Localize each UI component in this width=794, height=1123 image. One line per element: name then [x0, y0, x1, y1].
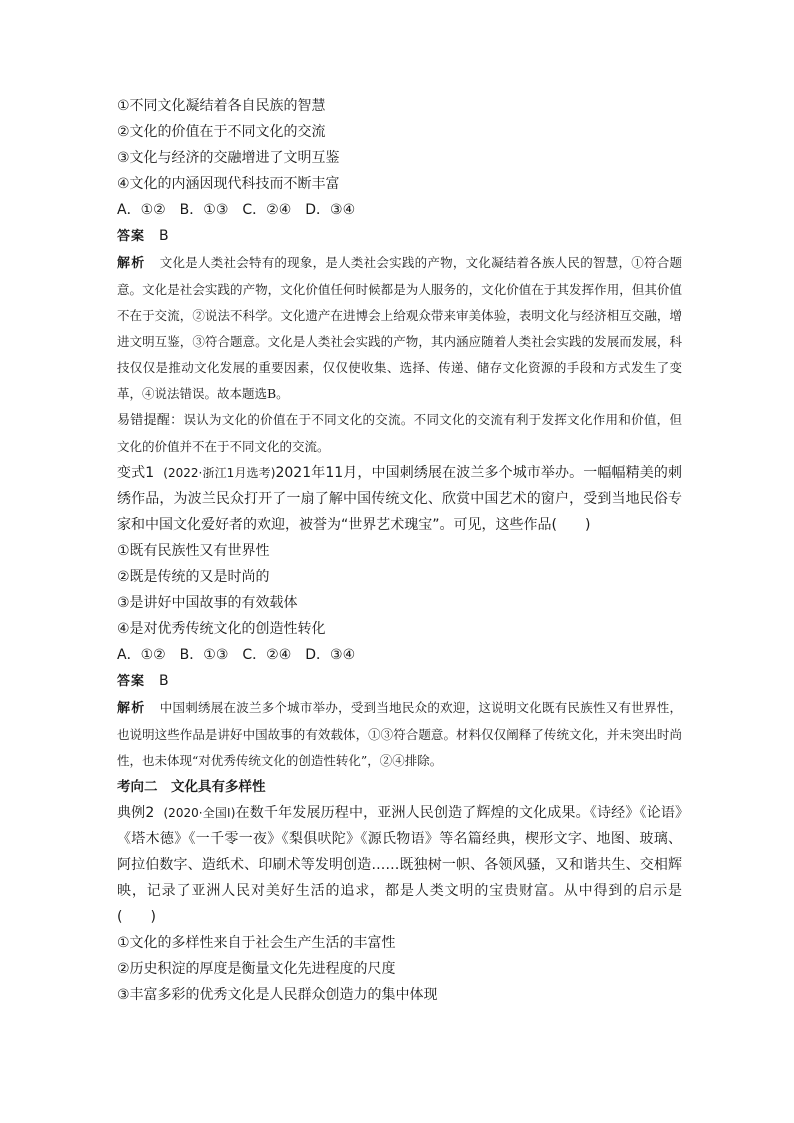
variant1-answer-label: 答案 [117, 674, 146, 689]
example2-option-3: ③丰富多彩的优秀文化是人民群众创造力的集中体现 [117, 987, 438, 1003]
variant1-analysis-text: 中国刺绣展在波兰多个城市举办，受到当地民众的欢迎，这说明文化既有民族性又有世界性，也说明这些作品是讲好中国故事的有效载体，①③符合题意。材料仅仅阐释了传统文化，并未突出时尚性，也未体现“对优秀传统文化的创造性转化”，②④排除。 [117, 700, 682, 768]
section-title: 考向二 文化具有多样性 [117, 779, 266, 795]
document-content [117, 93, 682, 1008]
q1-option-4: ④文化的内涵因现代科技而不断丰富 [117, 176, 340, 192]
example2-source: (2020·全国Ⅰ) [163, 806, 236, 820]
example2-option-1: ①文化的多样性来自于社会生产生活的丰富性 [117, 935, 396, 951]
q1-tip [117, 407, 682, 460]
example2-stem-text: 在数千年发展历程中，亚洲人民创造了辉煌的文化成果。《诗经》《论语》《塔木德》《一千零一夜》《梨俱吠陀》《源氏物语》等名篇经典，楔形文字、地图、玻璃、阿拉伯数字、造纸术、印刷术等发明创造……既独树一帜、各领风骚，又和谐共生、交相辉映，记录了亚洲人民对美好生活的追求，都是人类文明的宝贵财富。从中得到的启示是( ) [117, 805, 682, 925]
variant1-stem-text: 2021年11月，中国刺绣展在波兰多个城市举办。一幅幅精美的刺绣作品，为波兰民众打开了一扇了解中国传统文化、欣赏中国艺术的窗户，受到当地民俗专家和中国文化爱好者的欢迎，被誉为“世界艺术瑰宝”。可见，这些作品( ) [117, 465, 682, 533]
variant1-choices: A．①② B．①③ C．②④ D．③④ [117, 647, 356, 663]
variant1-analysis [117, 695, 682, 774]
example2-option-2: ②历史积淀的厚度是衡量文化先进程度的尺度 [117, 961, 396, 977]
variant1-answer-value: B [159, 673, 169, 689]
variant1-source: (2022·浙江1月选考) [163, 466, 276, 480]
q1-option-1: ①不同文化凝结着各自民族的智慧 [117, 98, 326, 114]
variant1-analysis-label: 解析 [117, 701, 146, 716]
variant1-label: 变式1 [117, 465, 155, 481]
q1-option-2: ②文化的价值在于不同文化的交流 [117, 124, 326, 140]
example2-stem [117, 800, 682, 930]
variant1-stem [117, 460, 682, 538]
q1-analysis-text: 文化是人类社会特有的现象，是人类社会实践的产物，文化凝结着各族人民的智慧，①符合题意。文化是社会实践的产物，文化价值任何时候都是为人服务的，文化价值在于其发挥作用，但其价值不在于交流，②说法不科学。文化遗产在进博会上给观众带来审美体验，表明文化与经济相互交融，增进文明互鉴，③符合题意。文化是人类社会实践的产物，其内涵应随着人类社会实践的发展而发展，科技仅仅是推动文化发展的重要因素，仅仅使收集、选择、传递、储存文化资源的手段和方式发生了变革，④说法错误。故本题选B。 [117, 255, 682, 401]
q1-analysis-label: 解析 [117, 256, 146, 271]
variant1-option-1: ①既有民族性又有世界性 [117, 543, 270, 559]
variant1-option-2: ②既是传统的又是时尚的 [117, 569, 270, 585]
q1-option-3: ③文化与经济的交融增进了文明互鉴 [117, 150, 340, 166]
example2-label: 典例2 [117, 805, 155, 821]
variant1-option-4: ④是对优秀传统文化的创造性转化 [117, 621, 326, 637]
q1-analysis [117, 250, 682, 407]
q1-answer-line [117, 223, 682, 250]
q1-answer-label: 答案 [117, 229, 146, 244]
q1-tip-text: 误认为文化的价值在于不同文化的交流。不同文化的交流有利于发挥文化作用和价值，但文化的价值并不在于不同文化的交流。 [117, 412, 682, 454]
q1-tip-label: 易错提醒： [117, 413, 184, 428]
variant1-answer-line [117, 668, 682, 695]
q1-answer-value: B [159, 228, 169, 244]
q1-choices: A．①② B．①③ C．②④ D．③④ [117, 202, 356, 218]
variant1-option-3: ③是讲好中国故事的有效载体 [117, 595, 298, 611]
